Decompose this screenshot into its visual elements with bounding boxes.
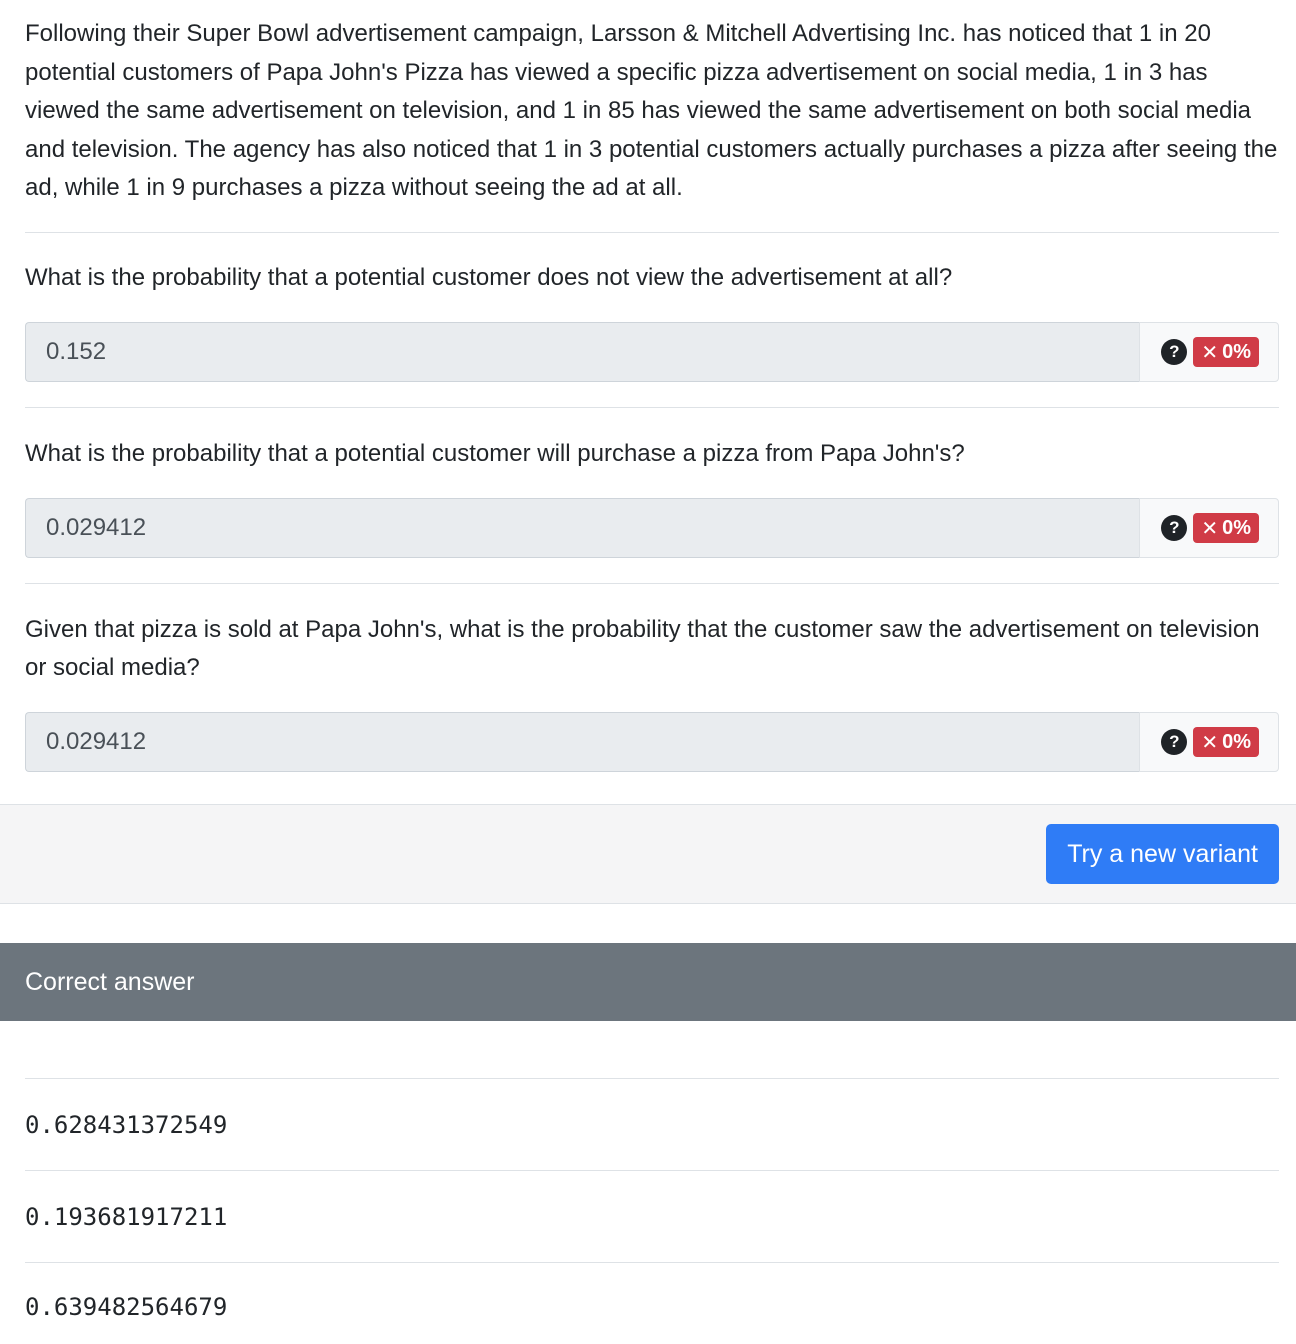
question-circle-icon[interactable]: ? — [1161, 339, 1187, 365]
question-circle-icon[interactable]: ? — [1161, 515, 1187, 541]
divider — [25, 232, 1279, 233]
x-icon: ✕ — [1201, 731, 1219, 754]
problem-statement: Following their Super Bowl advertisement campaign, Larsson & Mitchell Advertising Inc. has noticed that 1 in 20 potential customers of Papa John's Pizza has viewed a specific pizza advertisement on social media, 1 in 3 has viewed the same advertisement on television, and 1 in 85 has viewed the same advertisement on both social media and television. The agency has also noticed that 1 in 3 potential customers actually purchases a pizza after seeing the ad, while 1 in 9 purchases a pizza without seeing the ad at all. — [25, 20, 1278, 201]
correct-answer-value: 0.639482564679 — [25, 1293, 228, 1321]
score-value: 0% — [1222, 340, 1251, 363]
question-1-addon — [1139, 322, 1279, 382]
question-3-answer-group — [25, 712, 1279, 772]
x-icon: ✕ — [1201, 517, 1219, 540]
question-circle-icon[interactable]: ? — [1161, 729, 1187, 755]
question-2-addon — [1139, 498, 1279, 558]
correct-answer-value: 0.193681917211 — [25, 1203, 228, 1231]
correct-answer-header: Correct answer — [0, 943, 1296, 1021]
score-value: 0% — [1222, 730, 1251, 753]
divider — [25, 583, 1279, 584]
question-2-prompt: What is the probability that a potential customer will purchase a pizza from Papa John's? — [25, 440, 965, 467]
question-1-answer-group — [25, 322, 1279, 382]
score-badge — [1193, 727, 1259, 757]
question-3-addon — [1139, 712, 1279, 772]
correct-answer-value: 0.628431372549 — [25, 1111, 228, 1139]
divider — [25, 1078, 1279, 1079]
divider — [25, 1170, 1279, 1171]
divider — [25, 407, 1279, 408]
try-new-variant-button[interactable]: Try a new variant — [1046, 824, 1279, 884]
question-3-answer-field[interactable]: 0.029412 — [25, 712, 1139, 772]
question-footer — [0, 804, 1296, 904]
question-3-prompt: Given that pizza is sold at Papa John's, what is the probability that the customer saw the advertisement on television or social media? — [25, 616, 1260, 681]
divider — [25, 1262, 1279, 1263]
x-icon: ✕ — [1201, 341, 1219, 364]
question-2-answer-group — [25, 498, 1279, 558]
score-badge — [1193, 337, 1259, 367]
score-value: 0% — [1222, 516, 1251, 539]
question-1-answer-field[interactable]: 0.152 — [25, 322, 1139, 382]
question-1-prompt: What is the probability that a potential customer does not view the advertisement at all? — [25, 264, 953, 291]
score-badge — [1193, 513, 1259, 543]
question-2-answer-field[interactable]: 0.029412 — [25, 498, 1139, 558]
